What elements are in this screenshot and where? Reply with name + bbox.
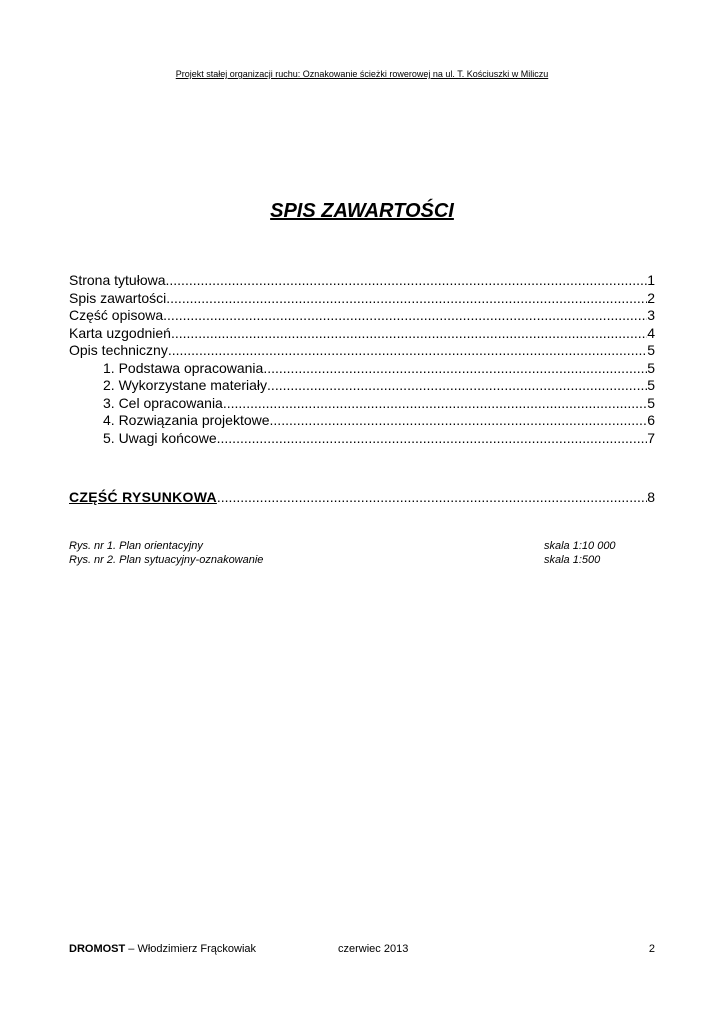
toc-entry-technical-description[interactable] bbox=[69, 342, 655, 360]
dot-leader bbox=[267, 377, 647, 394]
toc-entry-label: Część opisowa bbox=[69, 307, 164, 323]
toc-entry-label: 3. Cel opracowania bbox=[103, 394, 223, 411]
toc-subentry-solutions[interactable] bbox=[69, 412, 655, 430]
toc-entry-page: 2 bbox=[647, 289, 655, 306]
toc-subentry-basis[interactable] bbox=[69, 360, 655, 378]
footer-author bbox=[69, 942, 256, 956]
page-footer bbox=[69, 942, 655, 956]
toc-entry-label: 4. Rozwiązania projektowe bbox=[103, 412, 270, 428]
dot-leader bbox=[166, 290, 647, 307]
page-number: 2 bbox=[648, 943, 655, 955]
toc-subentry-materials[interactable] bbox=[69, 377, 655, 395]
toc-entry-drawings[interactable] bbox=[69, 489, 655, 506]
toc-entry-page: 6 bbox=[647, 412, 655, 428]
figure-scale: skala 1:500 bbox=[544, 554, 601, 566]
dot-leader bbox=[171, 325, 647, 342]
toc-entry-page: 5 bbox=[647, 359, 655, 376]
toc-entry-label: 2. Wykorzystane materiały bbox=[103, 377, 268, 393]
figure-scale: skala 1:10 000 bbox=[544, 540, 616, 552]
author-name: – Włodzimierz Frąckowiak bbox=[125, 943, 257, 955]
toc-entry-page: 7 bbox=[647, 429, 655, 446]
dot-leader bbox=[263, 360, 647, 377]
document-title: SPIS ZAWARTOŚCI bbox=[270, 200, 454, 222]
toc-entry-page: 5 bbox=[647, 377, 655, 393]
toc-entry-label: Opis techniczny bbox=[69, 342, 168, 358]
company-name: DROMOST bbox=[69, 943, 126, 955]
toc-subentry-remarks[interactable] bbox=[69, 430, 655, 448]
footer-date: czerwiec 2013 bbox=[338, 943, 409, 955]
dot-leader bbox=[270, 412, 648, 429]
dot-leader bbox=[163, 307, 647, 324]
toc-entry-page: 5 bbox=[647, 342, 655, 358]
toc-entry-descriptive-part[interactable] bbox=[69, 307, 655, 325]
figure-title: Rys. nr 2. Plan sytuacyjny-oznakowanie bbox=[69, 554, 264, 566]
toc-entry-title-page[interactable] bbox=[69, 272, 655, 290]
toc-subentry-purpose[interactable] bbox=[69, 395, 655, 413]
toc-entry-page: 1 bbox=[647, 272, 655, 288]
dot-leader bbox=[168, 342, 647, 359]
dot-leader bbox=[217, 489, 647, 506]
toc-entry-label: 5. Uwagi końcowe bbox=[103, 429, 217, 446]
figure-item bbox=[69, 539, 655, 553]
toc-entry-label: Karta uzgodnień bbox=[69, 324, 171, 341]
dot-leader bbox=[166, 272, 648, 289]
project-title: Projekt stałej organizacji ruchu: Oznakowanie ścieżki rowerowej na ul. T. Kościuszki w Miliczu bbox=[175, 69, 549, 79]
toc-entry-label: Spis zawartości bbox=[69, 289, 167, 306]
toc-entry-contents[interactable] bbox=[69, 290, 655, 308]
drawings-section-label: CZĘŚĆ RYSUNKOWA bbox=[69, 489, 217, 505]
toc-entry-page: 8 bbox=[647, 489, 655, 505]
figure-list bbox=[69, 539, 655, 567]
figure-title: Rys. nr 1. Plan orientacyjny bbox=[69, 540, 203, 552]
toc-entry-page: 3 bbox=[647, 307, 655, 323]
toc-entry-page: 5 bbox=[647, 394, 655, 411]
dot-leader bbox=[223, 395, 647, 412]
toc-entry-approvals[interactable] bbox=[69, 325, 655, 343]
toc-entry-label: Strona tytułowa bbox=[69, 272, 166, 288]
figure-item bbox=[69, 553, 655, 567]
page-header bbox=[0, 69, 724, 80]
dot-leader bbox=[217, 430, 648, 447]
toc-entry-page: 4 bbox=[647, 324, 655, 341]
toc-entry-label: 1. Podstawa opracowania bbox=[103, 359, 264, 376]
table-of-contents bbox=[69, 272, 655, 447]
